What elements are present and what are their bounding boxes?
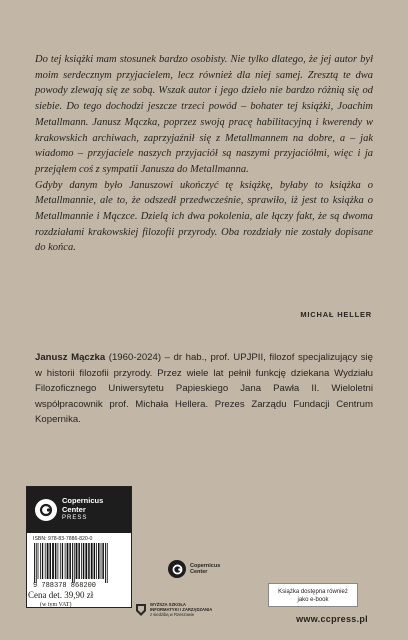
quote-paragraph-2: Gdyby danym było Januszowi ukończyć tę książkę, byłaby to książka o Metallmannie, ale to, że odszedł przedwcześnie, sprawiło, iż jest to książka o Metallmannie i Mączce. Dzielą ich dwa pokolenia, ale łączy fakt, że są dwoma rozdziałami krakowskiej filozofii przyrody. Oba rozdziały nie zostały dopisane do końca. [35,179,373,254]
copernicus-center-logo-icon [168,560,186,578]
brand-line1: Copernicus [62,496,104,506]
author-bio [35,350,373,428]
publisher-logo-line2: Center [190,569,208,575]
publisher-header [27,487,131,533]
brand-line3: PRESS [62,515,88,522]
author-bio-text: (1960-2024) – dr hab., prof. UPJPII, filozof specjalizujący się w historii filozofii przyrody. Przez wiele lat pełnił funkcję dziekana Wydziału Filozoficznego Uniwersytetu Papieskiego Jana Pawła II. Wieloletni współpracownik prof. Michała Hellera. Prezes Zarządu Fundacji Centrum Kopernika. [35,352,373,426]
price-label: Cena det. 39,90 zł [28,590,94,600]
barcode-number: 9 788378 868200 [33,582,97,590]
brand-line2: Center [62,504,86,514]
copernicus-center-logo-icon [35,499,57,521]
ebook-line2: jako e-book [297,597,329,603]
wsiz-line1: WYŻSZA SZKOŁA [150,602,186,607]
wsiz-line2: INFORMATYKI I ZARZĄDZANIA [150,607,213,612]
author-name: Janusz Mączka [35,352,106,363]
price-vat: (w tym VAT) [40,602,72,608]
ebook-note [268,583,358,607]
publisher-logo [168,560,220,578]
publisher-url: www.ccpress.pl [296,614,368,624]
quote-paragraph-1: Do tej książki mam stosunek bardzo osobisty. Nie tylko dlatego, że jej autor był moim serdecznym przyjacielem, lecz również dla niej samej. Zresztą te dwa powody zlewają się ze sobą. Wszak autor i jego dzieło nie bardzo różnią się od siebie. Do tego dochodzi jeszcze trzeci powód – bohater tej książki, Joachim Metallmann. Janusz Mączka, poprzez swoją pracę habilitacyjną i kwerendy w krakowskich archiwach, zaprzyjaźnił się z Metallmannem na dobre, a – jak wiadomo – przyjaciele naszych przyjaciół są naszymi przyjaciółmi, więc i ja przejąłem coś z sympatii Janusza do Metallmanna. [35,54,373,175]
wsiz-logo [135,602,225,617]
publisher-brand [62,497,103,523]
back-cover-quote [35,52,373,256]
barcode [33,543,125,583]
ebook-line1: Książka dostępna również [278,589,348,595]
isbn: ISBN: 978-83-7886-820-0 [33,536,93,542]
wsiz-logo-icon [135,603,147,617]
wsiz-line3: z siedzibą w Rzeszowie [150,612,195,617]
publisher-logo-line1: Copernicus [190,562,221,569]
quote-author: MICHAŁ HELLER [300,310,372,319]
price [28,590,93,610]
